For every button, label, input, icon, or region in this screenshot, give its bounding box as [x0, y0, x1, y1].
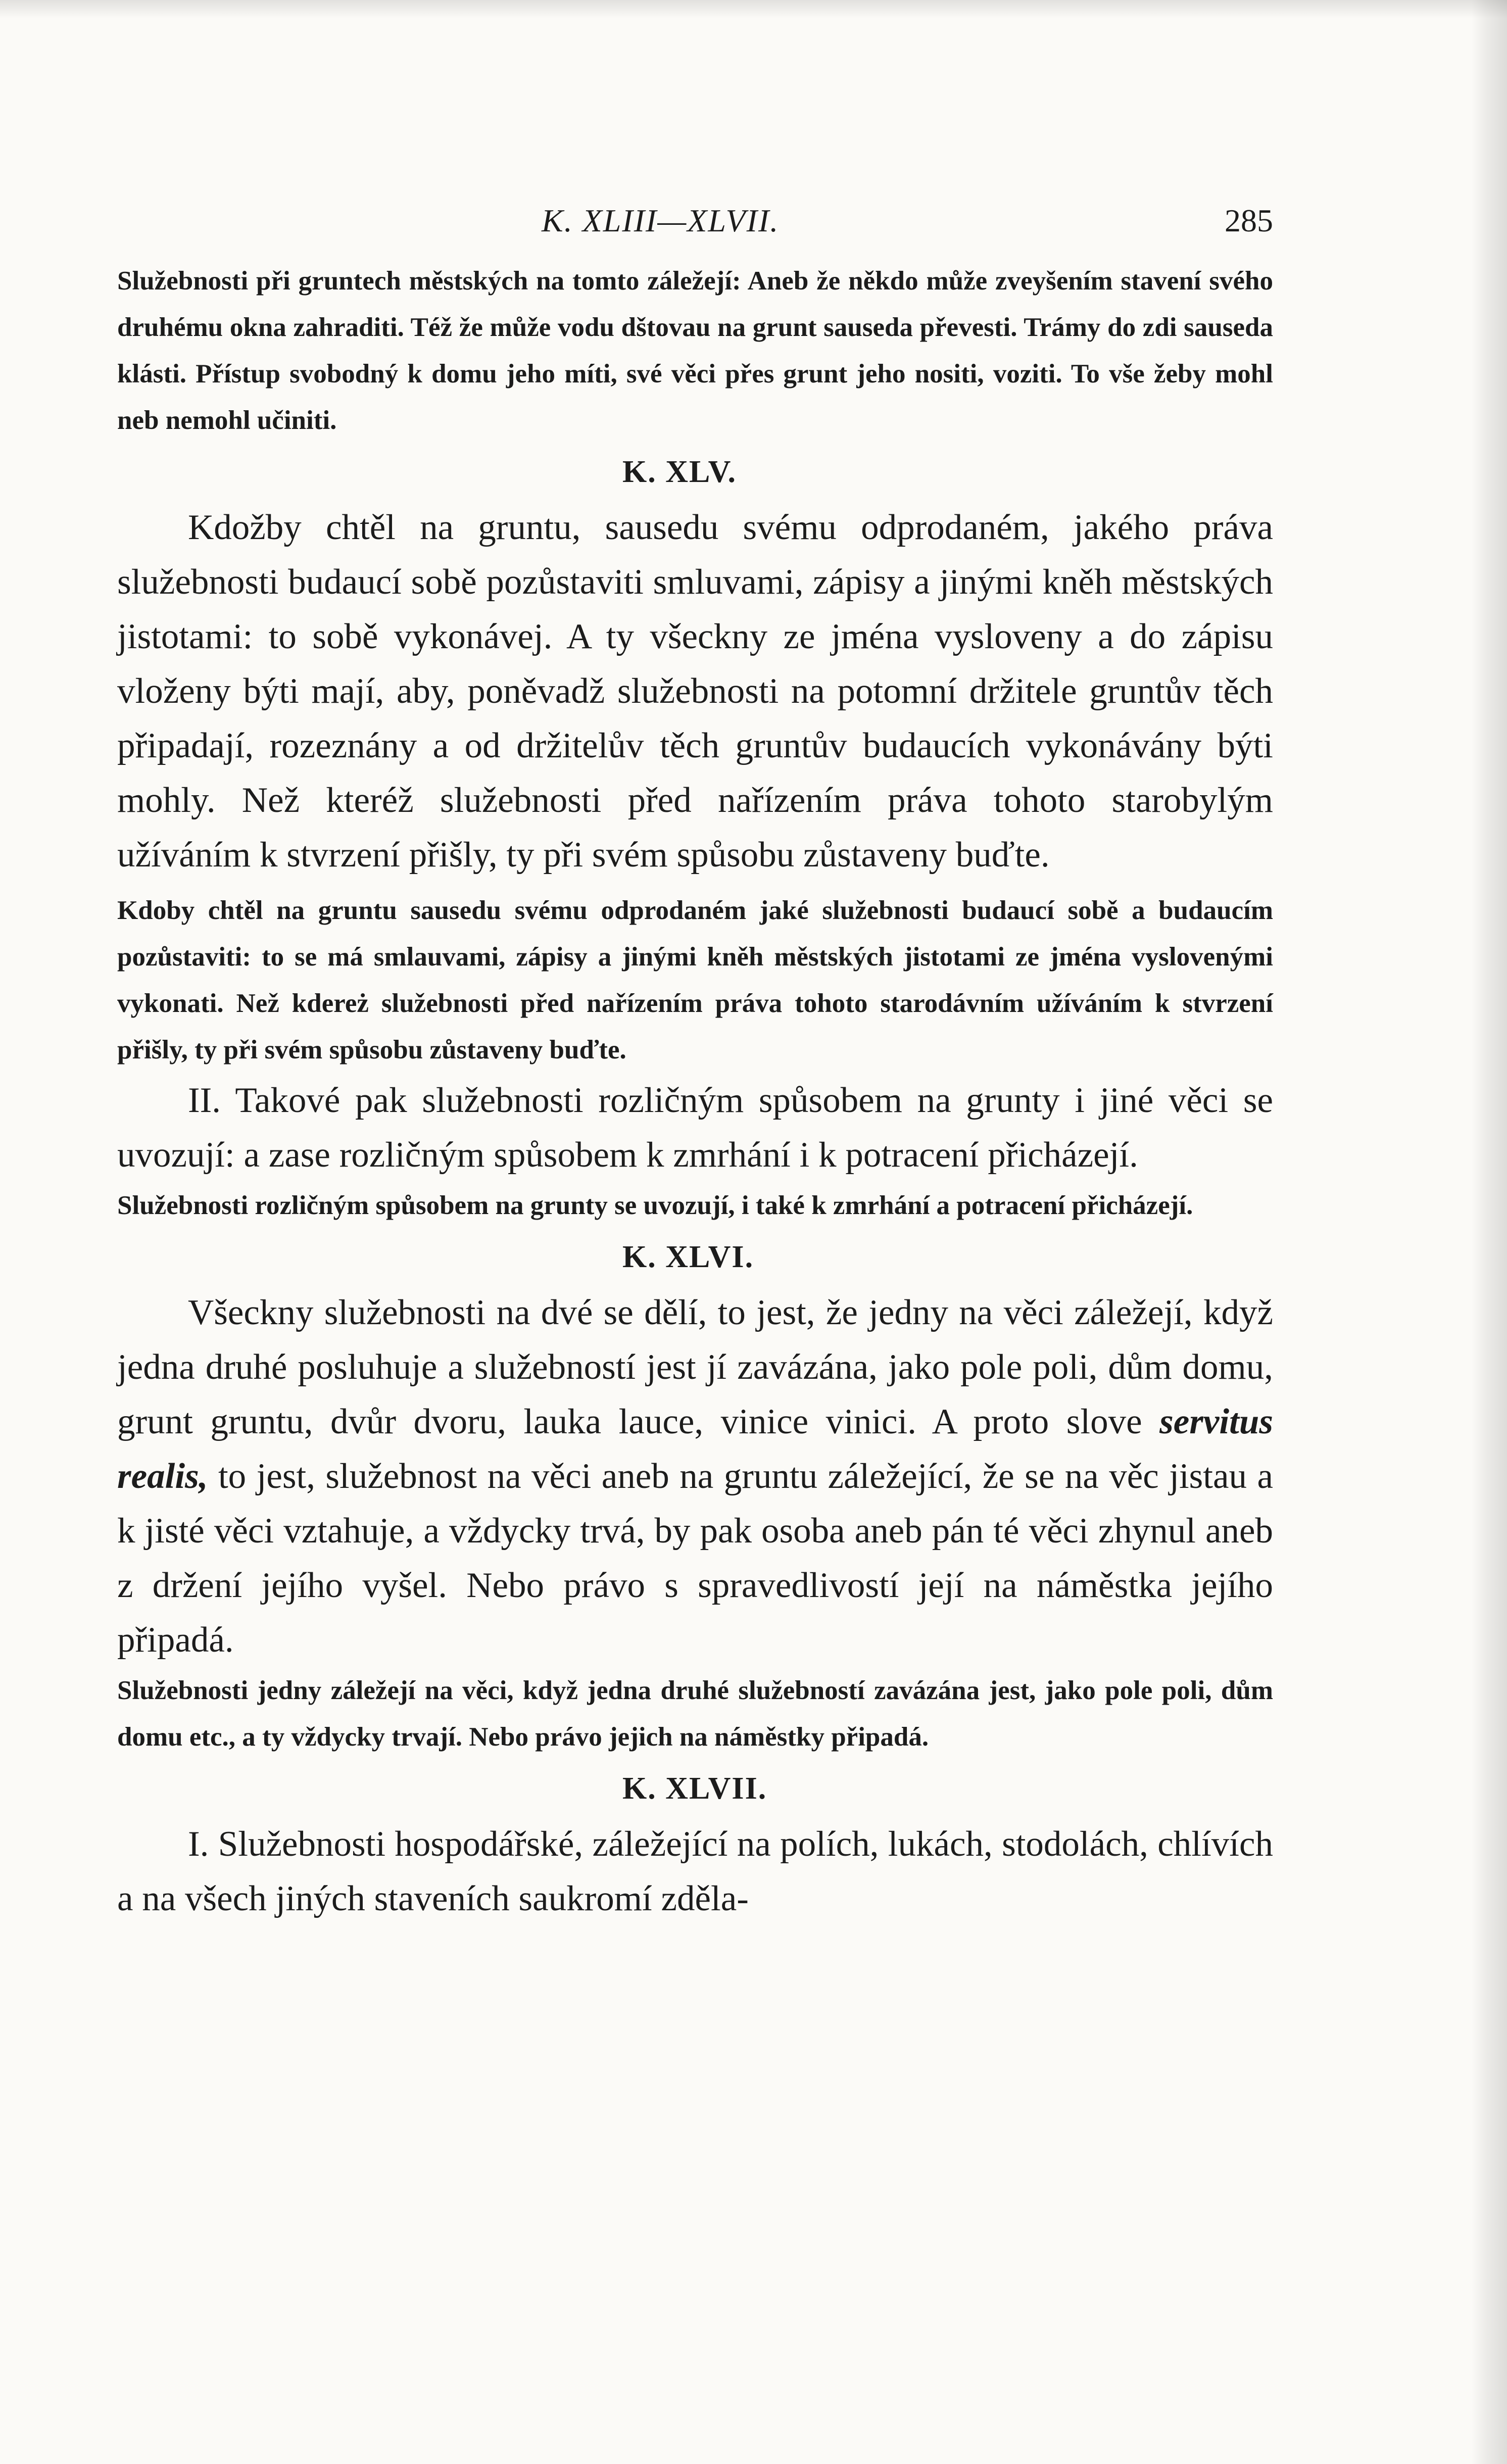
page-right-shadow	[1472, 0, 1507, 2464]
body-paragraph: Kdožby chtěl na gruntu, sausedu svému odprodaném, jakého práva služebnosti budaucí sobě pozůstaviti smluvami, zápisy a jinými kněh městských jistotami: to sobě vykonávej. A ty všeckny ze jména vysloveny a do zápisu vloženy býti mají, aby, poněvadž služebnosti na potomní držitele gruntův těch připadají, rozeznány a od držitelův těch gruntův budaucích vykonávány býti mohly. Než kteréž služebnosti před nařízením práva tohoto starobylým užíváním k stvrzení přišly, ty při svém spůsobu zůstaveny buďte.	[117, 508, 1273, 875]
text-column	[117, 202, 1273, 1926]
body-paragraph: II. Takové pak služebnosti rozličným spůsobem na grunty i jiné věci se uvozují: a zase rozličným spůsobem k zmrhání i k potracení přicházejí.	[117, 1081, 1273, 1175]
summary-paragraph: Kdoby chtěl na gruntu sausedu svému odprodaném jaké služebnosti budaucí sobě a budaucím pozůstaviti: to se má smlauvami, zápisy a jinými kněh městských jistotami ze jména vyslovenými vykonati. Než kdereż služebnosti před nařízením práva tohoto starodávním užíváním k stvrzení přišly, ty při svém spůsobu zůstaveny buďte.	[117, 896, 1273, 1065]
running-head	[117, 202, 1273, 258]
summary-paragraph: Služebnosti při gruntech městských na tomto záležejí: Aneb že někdo může zveyšením stavení svého druhému okna zahraditi. Též že může vodu dštovau na grunt sauseda převesti. Trámy do zdi sauseda klásti. Přístup svobodný k domu jeho míti, své věci přes grunt jeho nositi, voziti. To vše žeby mohl neb nemohl učiniti.	[117, 266, 1273, 435]
body-text-run: to jest, služebnost na věci aneb na gruntu záležející, že se na věc jistau a k jisté věci vztahuje, a vždycky trvá, by pak osoba aneb pán té věci zhynul aneb z držení jejího vyšel. Nebo právo s spravedlivostí její na náměstka jejího připadá.	[117, 1457, 1274, 1660]
section-heading: K. XLV.	[622, 455, 737, 489]
section-heading: K. XLVI.	[622, 1240, 754, 1274]
section-heading: K. XLVII.	[622, 1771, 767, 1806]
latin-term: servitus realis,	[117, 1402, 1273, 1496]
running-head-title: K. XLIII—XLVII.	[542, 203, 780, 238]
body-paragraph	[117, 1285, 1273, 1667]
page-number: 285	[1225, 203, 1273, 238]
body-text-run: Všeckny služebnosti na dvé se dělí, to jest, že jedny na věci záležejí, když jedna druhé posluhuje a služebností jest jí zavázána, jako pole poli, dům domu, grunt gruntu, dvůr dvoru, lauka lauce, vinice vinici. A proto slove	[117, 1293, 1273, 1441]
body-paragraph: I. Služebnosti hospodářské, záležející na polích, lukách, stodolách, chlívích a na všech jiných staveních saukromí zděla-	[117, 1824, 1273, 1918]
summary-paragraph: Služebnosti jedny záležejí na věci, když jedna druhé služebností zavázána jest, jako pole poli, dům domu etc., a ty vždycky trvají. Nebo právo jejich na náměstky připadá.	[117, 1676, 1273, 1752]
page-top-shadow	[0, 0, 1507, 18]
summary-paragraph: Služebnosti rozličným spůsobem na grunty se uvozují, i také k zmrhání a potracení přicházejí.	[117, 1191, 1193, 1220]
